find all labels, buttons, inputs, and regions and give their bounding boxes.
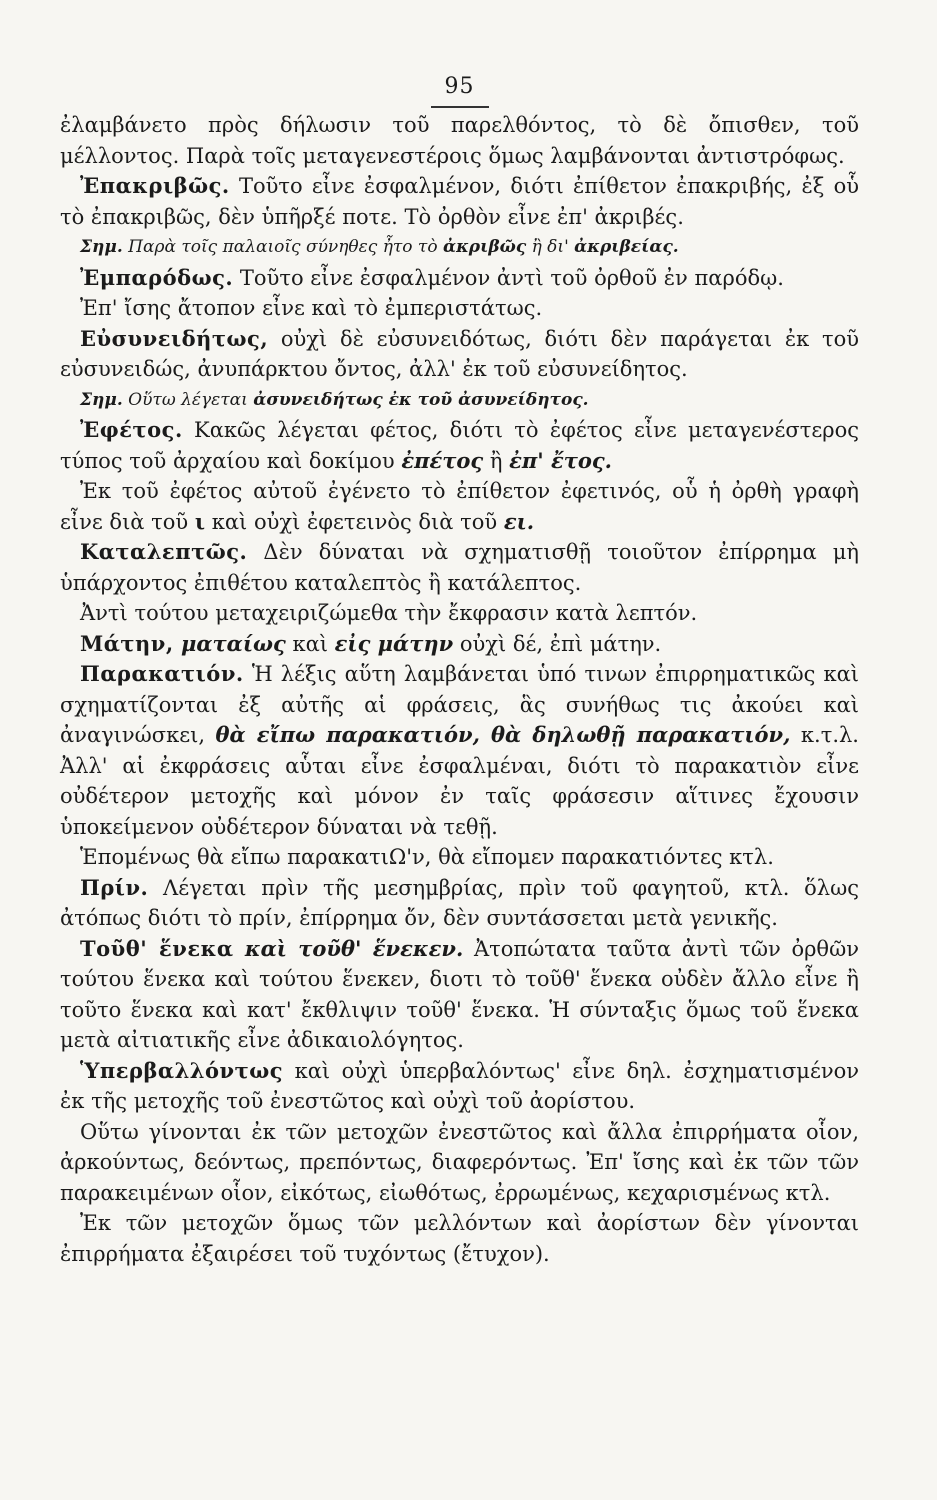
entry-efetos: Ἐφέτος. Κακῶς λέγεται φέτος, διότι τὸ ἐφέτος εἶνε μεταγενέστερος τύπος τοῦ ἀρχαίου καὶ δοκίμου ἐπέτος ἢ ἐπ' ἔτος. <box>60 417 859 473</box>
entry-emparodos: Ἐμπαρόδως. Τοῦτο εἶνε ἐσφαλμένον ἀντὶ τοῦ ὀρθοῦ ἐν παρόδῳ. <box>80 264 784 290</box>
entry-touth-eneka: Τοῦθ' ἕνεκα καὶ τοῦθ' ἕνεκεν. Ἀτοπώτατα ταῦτα ἀντὶ τῶν ὀρθῶν τούτου ἕνεκα καὶ τούτου ἕνεκεν, διοτι τὸ τοῦθ' ἕνεκα οὐδὲν ἄλλο εἶνε ἢ τοῦτο ἕνεκα καὶ κατ' ἔκθλιψιν τοῦθ' ἕνεκα. Ἡ σύνταξις ὅμως τοῦ ἕνεκα μετὰ αἰτιατικῆς εἶνε ἀδικαιολόγητος. <box>60 935 859 1052</box>
paragraph: Ἐπ' ἴσης ἄτοπον εἶνε καὶ τὸ ἐμπεριστάτως. <box>80 296 543 320</box>
paragraph: Ἐκ τοῦ ἐφέτος αὐτοῦ ἐγένετο τὸ ἐπίθετον ἐφετινός, οὗ ἡ ὀρθὴ γραφὴ εἶνε διὰ τοῦ ι καὶ οὐχὶ ἐφετεινὸς διὰ τοῦ ει. <box>60 479 859 534</box>
note: Σημ. Οὕτω λέγεται ἀσυνειδήτως ἐκ τοῦ ἀσυνείδητος. <box>80 389 589 410</box>
paragraph: Ἑπομένως θὰ εἴπω παρακατιΩ'ν, θὰ εἴπομεν παρακατιόντες κτλ. <box>80 845 774 869</box>
paragraph: Ἀντὶ τούτου μεταχειριζώμεθα τὴν ἔκφρασιν κατὰ λεπτόν. <box>80 601 698 625</box>
paragraph: Ἐκ τῶν μετοχῶν ὅμως τῶν μελλόντων καὶ ἀορίστων δὲν γίνονται ἐπιρρήματα ἐξαιρέσει τοῦ τυχόντως (ἔτυχον). <box>60 1211 859 1266</box>
page-body <box>60 110 859 1269</box>
entry-epakrivos: Ἐπακριβῶς. Τοῦτο εἶνε ἐσφαλμένον, διότι ἐπίθετον ἐπακριβής, ἐξ οὗ τὸ ἐπακριβῶς, δὲν ὑπῆρξέ ποτε. Τὸ ὀρθὸν εἶνε ἐπ' ἀκριβές. <box>60 173 859 229</box>
paragraph: ἐλαμβάνετο πρὸς δήλωσιν τοῦ παρελθόντος, τὸ δὲ ὄπισθεν, τοῦ μέλλοντος. Παρὰ τοῖς μεταγενεστέροις ὅμως λαμβάνονται ἀντιστρόφως. <box>60 113 859 168</box>
paragraph: Οὕτω γίνονται ἐκ τῶν μετοχῶν ἐνεστῶτος καὶ ἄλλα ἐπιρρήματα οἷον, ἀρκούντως, δεόντως, πρεπόντως, διαφερόντως. Ἐπ' ἴσης καὶ ἐκ τῶν τῶν παρακειμένων οἷον, εἰκότως, εἰωθότως, ἐρρωμένως, κεχαρισμένως κτλ. <box>60 1119 859 1205</box>
entry-eusyneidetos: Εὐσυνειδήτως, οὐχὶ δὲ εὐσυνειδότως, διότι δὲν παράγεται ἐκ τοῦ εὐσυνειδώς, ἀνυπάρκτου ὄντος, ἀλλ' ἐκ τοῦ εὐσυνείδητος. <box>60 325 859 381</box>
page-number: 95 <box>60 70 859 110</box>
entry-parakation: Παρακατιόν. Ἡ λέξις αὕτη λαμβάνεται ὑπό τινων ἐπιρρηματικῶς καὶ σχηματίζονται ἐξ αὐτῆς αἱ φράσεις, ἃς συνήθως τις ἀκούει καὶ ἀναγινώσκει, θὰ εἴπω παρακατιόν, θὰ δηλωθῇ παρακατιόν, κ.τ.λ. Ἀλλ' αἱ ἐκφράσεις αὗται εἶνε ἐσφαλμέναι, διότι τὸ παρακατιὸν εἶνε οὐδέτερον μετοχῆς καὶ μόνον ἐν ταῖς φράσεσιν αἵτινες ἔχουσιν ὑποκείμενον οὐδέτερον δύναται νὰ τεθῇ. <box>60 661 859 839</box>
entry-maten: Μάτην, ματαίως καὶ εἰς μάτην οὐχὶ δέ, ἐπὶ μάτην. <box>80 630 662 656</box>
entry-prin: Πρίν. Λέγεται πρὶν τῆς μεσημβρίας, πρὶν τοῦ φαγητοῦ, κτλ. ὅλως ἀτόπως διότι τὸ πρίν, ἐπίρρημα ὄν, δὲν συντάσσεται μετὰ γενικῆς. <box>60 874 859 930</box>
entry-hyperballontos: Ὑπερβαλλόντως καὶ οὐχὶ ὑπερβαλόντως' εἶνε δηλ. ἐσχηματισμένον ἐκ τῆς μετοχῆς τοῦ ἐνεστῶτος καὶ οὐχὶ τοῦ ἀορίστου. <box>60 1057 859 1113</box>
note: Σημ. Παρὰ τοῖς παλαιοῖς σύνηθες ἦτο τὸ ἀκριβῶς ἢ δι' ἀκριβείας. <box>80 237 679 257</box>
entry-kataleptos: Καταλεπτῶς. Δὲν δύναται νὰ σχηματισθῇ τοιοῦτον ἐπίρρημα μὴ ὑπάρχοντος ἐπιθέτου καταλεπτὸς ἢ κατάλεπτος. <box>60 539 859 595</box>
